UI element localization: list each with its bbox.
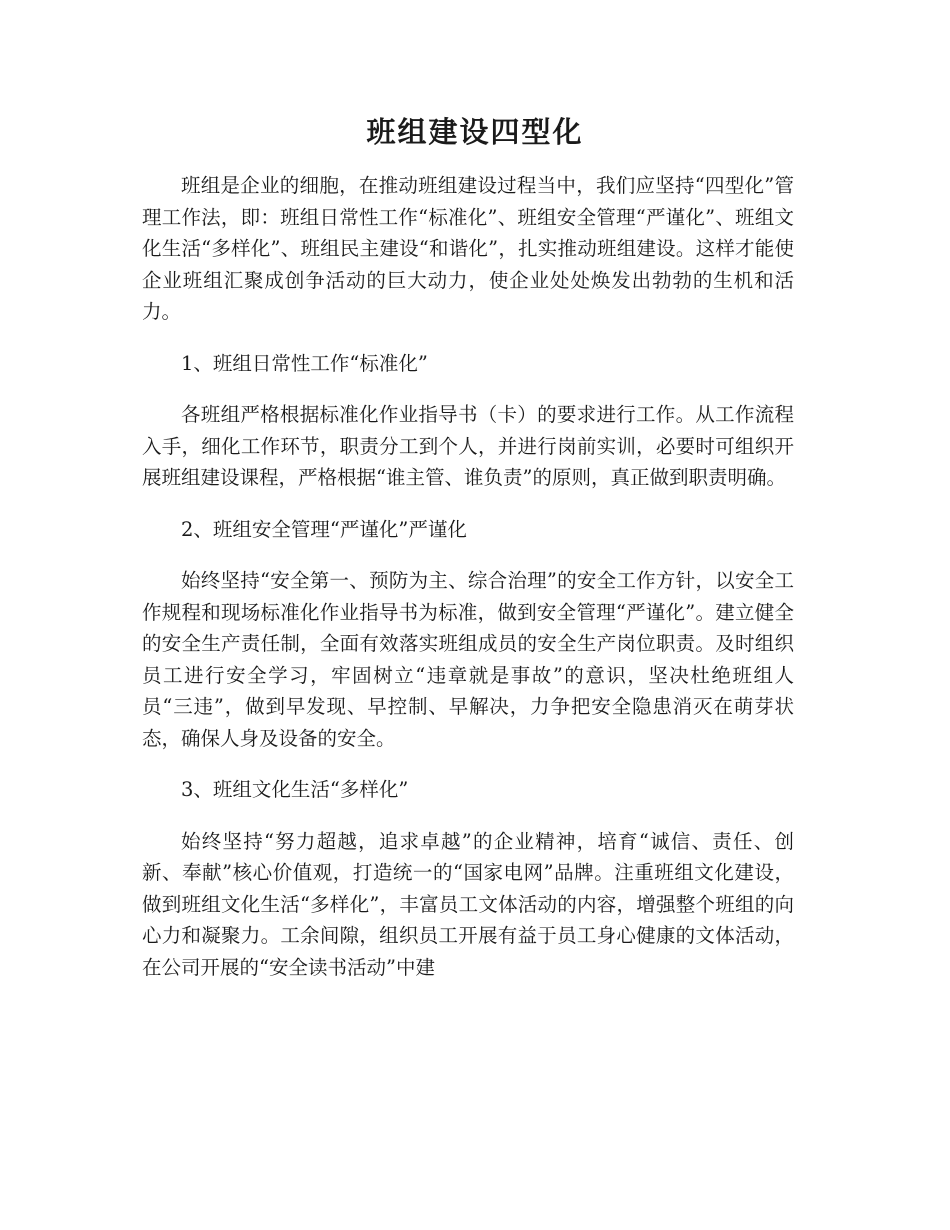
section-heading: 1、班组日常性工作“标准化” [181,351,428,375]
section-paragraph: 始终坚持“安全第一、预防为主、综合治理”的安全工作方针，以安全工作规程和现场标准化作业指导书为标准，做到安全管理“严谨化”。建立健全的安全生产责任制，全面有效落实班组成员的安全生产岗位职责。及时组织员工进行安全学习，牢固树立“违章就是事故”的意识，坚决杜绝班组人员“三违”，做到早发现、早控制、早解决，力争把安全隐患消灭在萌芽状态，确保人身及设备的安全。 [142,569,794,750]
section-paragraph: 始终坚持“努力超越，追求卓越”的企业精神，培育“诚信、责任、创新、奉献”核心价值观，打造统一的“国家电网”品牌。注重班组文化建设，做到班组文化生活“多样化”，丰富员工文体活动的内容，增强整个班组的向心力和凝聚力。工余间隙，组织员工开展有益于员工身心健康的文体活动，在公司开展的“安全读书活动”中建 [142,829,794,979]
document-title: 班组建设四型化 [366,115,584,149]
intro-paragraph: 班组是企业的细胞，在推动班组建设过程当中，我们应坚持“四型化”管理工作法，即：班组日常性工作“标准化”、班组安全管理“严谨化”、班组文化生活“多样化”、班组民主建设“和谐化”，扎实推动班组建设。这样才能使企业班组汇聚成创争活动的巨大动力，使企业处处焕发出勃勃的生机和活力。 [142,174,794,323]
section-paragraph: 各班组严格根据标准化作业指导书（卡）的要求进行工作。从工作流程入手，细化工作环节，职责分工到个人，并进行岗前实训，必要时可组织开展班组建设课程，严格根据“谁主管、谁负责”的原则，真正做到职责明确。 [142,403,794,489]
section-heading: 2、班组安全管理“严谨化”严谨化 [181,517,467,541]
document-body [142,170,794,983]
section-heading: 3、班组文化生活“多样化” [181,778,409,801]
